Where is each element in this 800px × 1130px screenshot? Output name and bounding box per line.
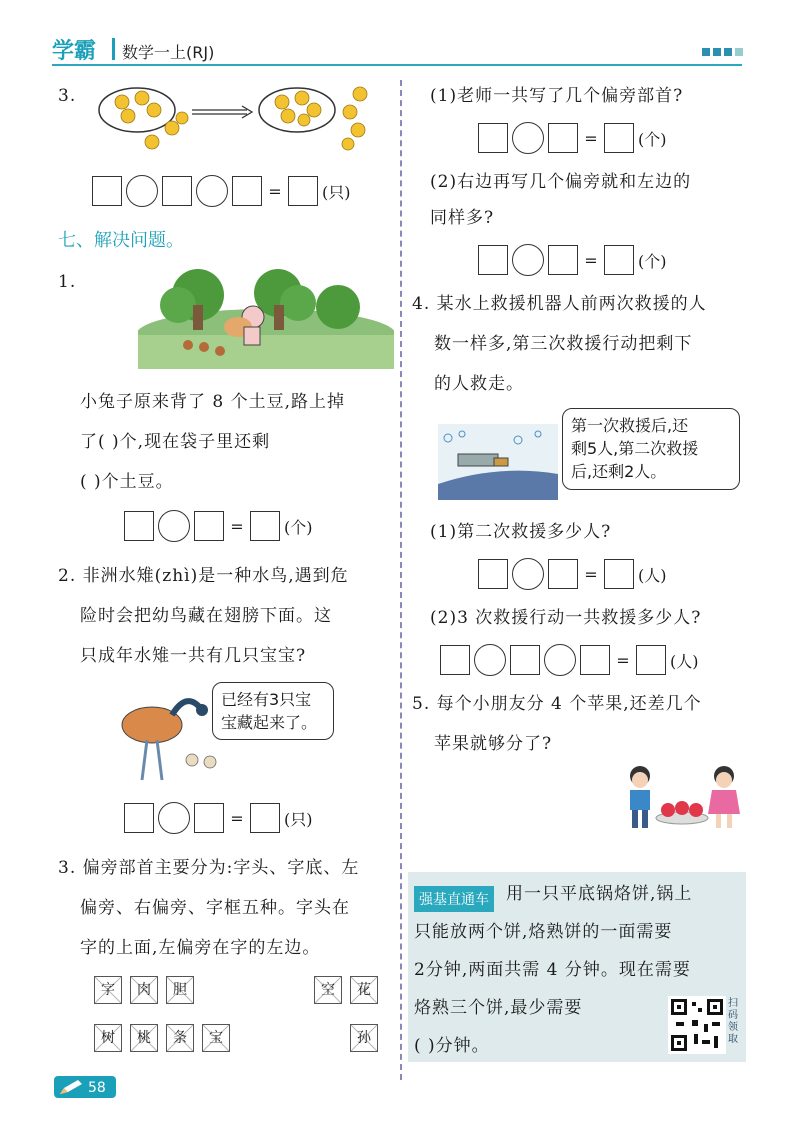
sub-question: (2)右边再写几个偏旁就和左边的 xyxy=(430,172,692,192)
problem-text: 5. 每个小朋友分 4 个苹果,还差几个 xyxy=(412,694,702,714)
character-cell: 宝 xyxy=(202,1024,230,1052)
header-square xyxy=(724,48,732,56)
speech-bubble: 已经有3只宝 宝藏起来了。 xyxy=(212,682,334,740)
equation-row: = (个) xyxy=(124,510,313,542)
answer-box[interactable] xyxy=(250,511,280,541)
answer-box[interactable] xyxy=(636,645,666,675)
answer-box[interactable] xyxy=(548,123,578,153)
sub-question: (1)老师一共写了几个偏旁部首? xyxy=(430,86,684,106)
character-grid-row xyxy=(350,1024,386,1052)
character-cell: 花 xyxy=(350,976,378,1004)
answer-box[interactable] xyxy=(580,645,610,675)
operator-circle[interactable] xyxy=(158,510,190,542)
header-square xyxy=(702,48,710,56)
answer-box[interactable] xyxy=(478,123,508,153)
answer-box[interactable] xyxy=(124,803,154,833)
question-number: 1. xyxy=(58,272,77,292)
challenge-text: 只能放两个饼,烙熟饼的一面需要 xyxy=(414,922,673,942)
equation-row: = (个) xyxy=(478,244,667,276)
equation-row: = (人) xyxy=(478,558,667,590)
answer-box[interactable] xyxy=(194,803,224,833)
qr-code-icon[interactable] xyxy=(668,996,726,1054)
problem-text: ( )个土豆。 xyxy=(80,472,174,492)
answer-box[interactable] xyxy=(194,511,224,541)
equation-row: = (只) xyxy=(92,175,351,207)
answer-box[interactable] xyxy=(440,645,470,675)
character-cell: 肉 xyxy=(130,976,158,1004)
sub-question: (2)3 次救援行动一共救援多少人? xyxy=(430,608,702,628)
answer-box[interactable] xyxy=(478,559,508,589)
answer-box[interactable] xyxy=(478,245,508,275)
header-divider xyxy=(112,38,115,60)
character-cell: 树 xyxy=(94,1024,122,1052)
character-cell: 条 xyxy=(166,1024,194,1052)
answer-box[interactable] xyxy=(510,645,540,675)
brand-logo: 学霸 xyxy=(52,39,97,64)
problem-text: 3. 偏旁部首主要分为:字头、字底、左 xyxy=(58,858,360,878)
challenge-text: ( )分钟。 xyxy=(414,1036,490,1056)
column-divider xyxy=(400,80,402,1080)
duck-illustration xyxy=(92,80,392,160)
rescue-robot-illustration xyxy=(438,424,558,500)
header-rule xyxy=(52,64,742,66)
operator-circle[interactable] xyxy=(512,558,544,590)
character-grid-row xyxy=(94,1024,238,1052)
character-grid-row xyxy=(314,976,386,1004)
answer-box[interactable] xyxy=(162,176,192,206)
answer-box[interactable] xyxy=(250,803,280,833)
problem-text: 苹果就够分了? xyxy=(434,734,553,754)
problem-text: 只成年水雉一共有几只宝宝? xyxy=(80,646,307,666)
answer-box[interactable] xyxy=(604,559,634,589)
answer-box[interactable] xyxy=(548,245,578,275)
children-apples-illustration xyxy=(618,762,746,834)
operator-circle[interactable] xyxy=(544,644,576,676)
challenge-text: 用一只平底锅烙饼,锅上 xyxy=(506,884,693,904)
problem-text: 字的上面,左偏旁在字的左边。 xyxy=(80,938,321,958)
operator-circle[interactable] xyxy=(158,802,190,834)
answer-box[interactable] xyxy=(92,176,122,206)
header-square xyxy=(735,48,743,56)
question-number: 3. xyxy=(58,86,77,106)
rabbit-illustration xyxy=(138,265,394,369)
problem-text: 偏旁、右偏旁、字框五种。字头在 xyxy=(80,898,350,918)
challenge-text: 烙熟三个饼,最少需要 xyxy=(414,998,583,1018)
pencil-icon xyxy=(58,1078,84,1096)
problem-text: 小兔子原来背了 8 个土豆,路上掉 xyxy=(80,392,346,412)
character-cell: 桃 xyxy=(130,1024,158,1052)
answer-box[interactable] xyxy=(604,245,634,275)
challenge-badge: 强基直通车 xyxy=(414,886,494,912)
book-title: 数学一上(RJ) xyxy=(122,43,215,62)
page-number: 58 xyxy=(88,1080,106,1096)
answer-box[interactable] xyxy=(124,511,154,541)
qr-label: 扫码领取 xyxy=(728,998,738,1045)
character-grid-row xyxy=(94,976,202,1004)
character-cell: 孙 xyxy=(350,1024,378,1052)
section-heading: 七、解决问题。 xyxy=(58,230,184,251)
speech-bubble: 第一次救援后,还 剩5人,第二次救援 后,还剩2人。 xyxy=(562,408,740,490)
problem-text: 的人救走。 xyxy=(434,374,524,394)
sub-question: (1)第二次救援多少人? xyxy=(430,522,612,542)
sub-question: 同样多? xyxy=(430,208,495,228)
problem-text: 险时会把幼鸟藏在翅膀下面。这 xyxy=(80,606,332,626)
problem-text: 数一样多,第三次救援行动把剩下 xyxy=(434,334,693,354)
equation-row: = (只) xyxy=(124,802,313,834)
water-bird-illustration xyxy=(112,690,222,790)
operator-circle[interactable] xyxy=(512,244,544,276)
challenge-text: 2分钟,两面共需 4 分钟。现在需要 xyxy=(414,960,691,980)
header-square xyxy=(713,48,721,56)
equation-row: = (人) xyxy=(440,644,699,676)
problem-text: 4. 某水上救援机器人前两次救援的人 xyxy=(412,294,707,314)
equation-row: = (个) xyxy=(478,122,667,154)
answer-box[interactable] xyxy=(232,176,262,206)
operator-circle[interactable] xyxy=(196,175,228,207)
answer-box[interactable] xyxy=(548,559,578,589)
operator-circle[interactable] xyxy=(512,122,544,154)
character-cell: 胆 xyxy=(166,976,194,1004)
answer-box[interactable] xyxy=(288,176,318,206)
answer-box[interactable] xyxy=(604,123,634,153)
character-cell: 空 xyxy=(314,976,342,1004)
operator-circle[interactable] xyxy=(126,175,158,207)
operator-circle[interactable] xyxy=(474,644,506,676)
problem-text: 了( )个,现在袋子里还剩 xyxy=(80,432,271,452)
problem-text: 2. 非洲水雉(zhì)是一种水鸟,遇到危 xyxy=(58,566,349,586)
character-cell: 字 xyxy=(94,976,122,1004)
